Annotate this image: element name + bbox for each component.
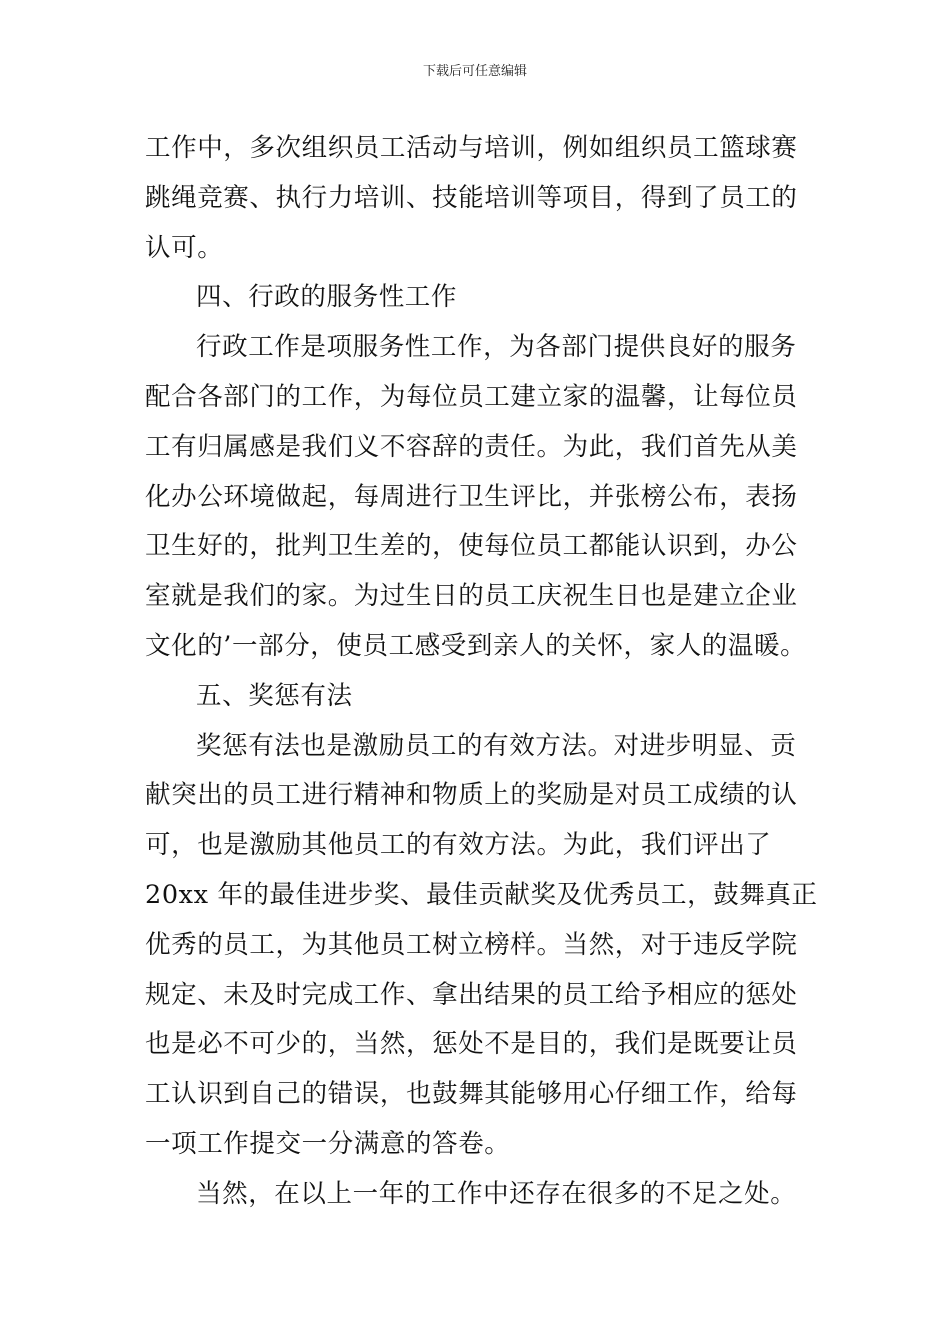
body-line: 工作中，多次组织员工活动与培训，例如组织员工篮球赛 <box>145 133 798 163</box>
body-line: 可，也是激励其他员工的有效方法。为此，我们评出了 <box>145 830 772 861</box>
body-line: 也是必不可少的，当然，惩处不是目的，我们是既要让员 <box>145 1029 798 1060</box>
body-line: 工认识到自己的错误，也鼓舞其能够用心仔细工作，给每 <box>145 1079 798 1110</box>
body-line: 工有归属感是我们义不容辞的责任。为此，我们首先从美 <box>145 431 798 462</box>
body-line: 文化的’一部分，使员工感受到亲人的关怀，家人的温暖。 <box>145 630 807 661</box>
section-heading: 四、行政的服务性工作 <box>196 282 458 313</box>
body-line: 优秀的员工，为其他员工树立榜样。当然，对于违反学院 <box>145 929 798 960</box>
section-heading: 五、奖惩有法 <box>196 680 353 711</box>
body-line: 配合各部门的工作，为每位员工建立家的温馨，让每位员 <box>145 381 798 412</box>
body-line: 献突出的员工进行精神和物质上的奖励是对员工成绩的认 <box>145 780 798 811</box>
body-line: 奖惩有法也是激励员工的有效方法。对进步明显、贡 <box>196 730 797 761</box>
body-line: 一项工作提交一分满意的答卷。 <box>145 1128 511 1159</box>
body-line: 认可。 <box>145 232 224 263</box>
body-line: 当然，在以上一年的工作中还存在很多的不足之处。 <box>196 1178 797 1209</box>
body-line: 卫生好的，批判卫生差的，使每位员工都能认识到，办公 <box>145 531 798 562</box>
page-header: 下载后可任意编辑 <box>422 64 527 79</box>
body-line: 规定、未及时完成工作、拿出结果的员工给予相应的惩处 <box>145 979 798 1010</box>
body-line: 20xx 年的最佳进步奖、最佳贡献奖及优秀员工，鼓舞真正 <box>145 879 818 910</box>
body-line: 跳绳竞赛、执行力培训、技能培训等项目，得到了员工的 <box>145 182 798 213</box>
body-line: 化办公环境做起，每周进行卫生评比，并张榜公布，表扬 <box>145 481 798 512</box>
body-line: 室就是我们的家。为过生日的员工庆祝生日也是建立企业 <box>145 581 798 612</box>
body-line: 行政工作是项服务性工作，为各部门提供良好的服务 <box>196 332 797 363</box>
document-body <box>145 124 818 1220</box>
